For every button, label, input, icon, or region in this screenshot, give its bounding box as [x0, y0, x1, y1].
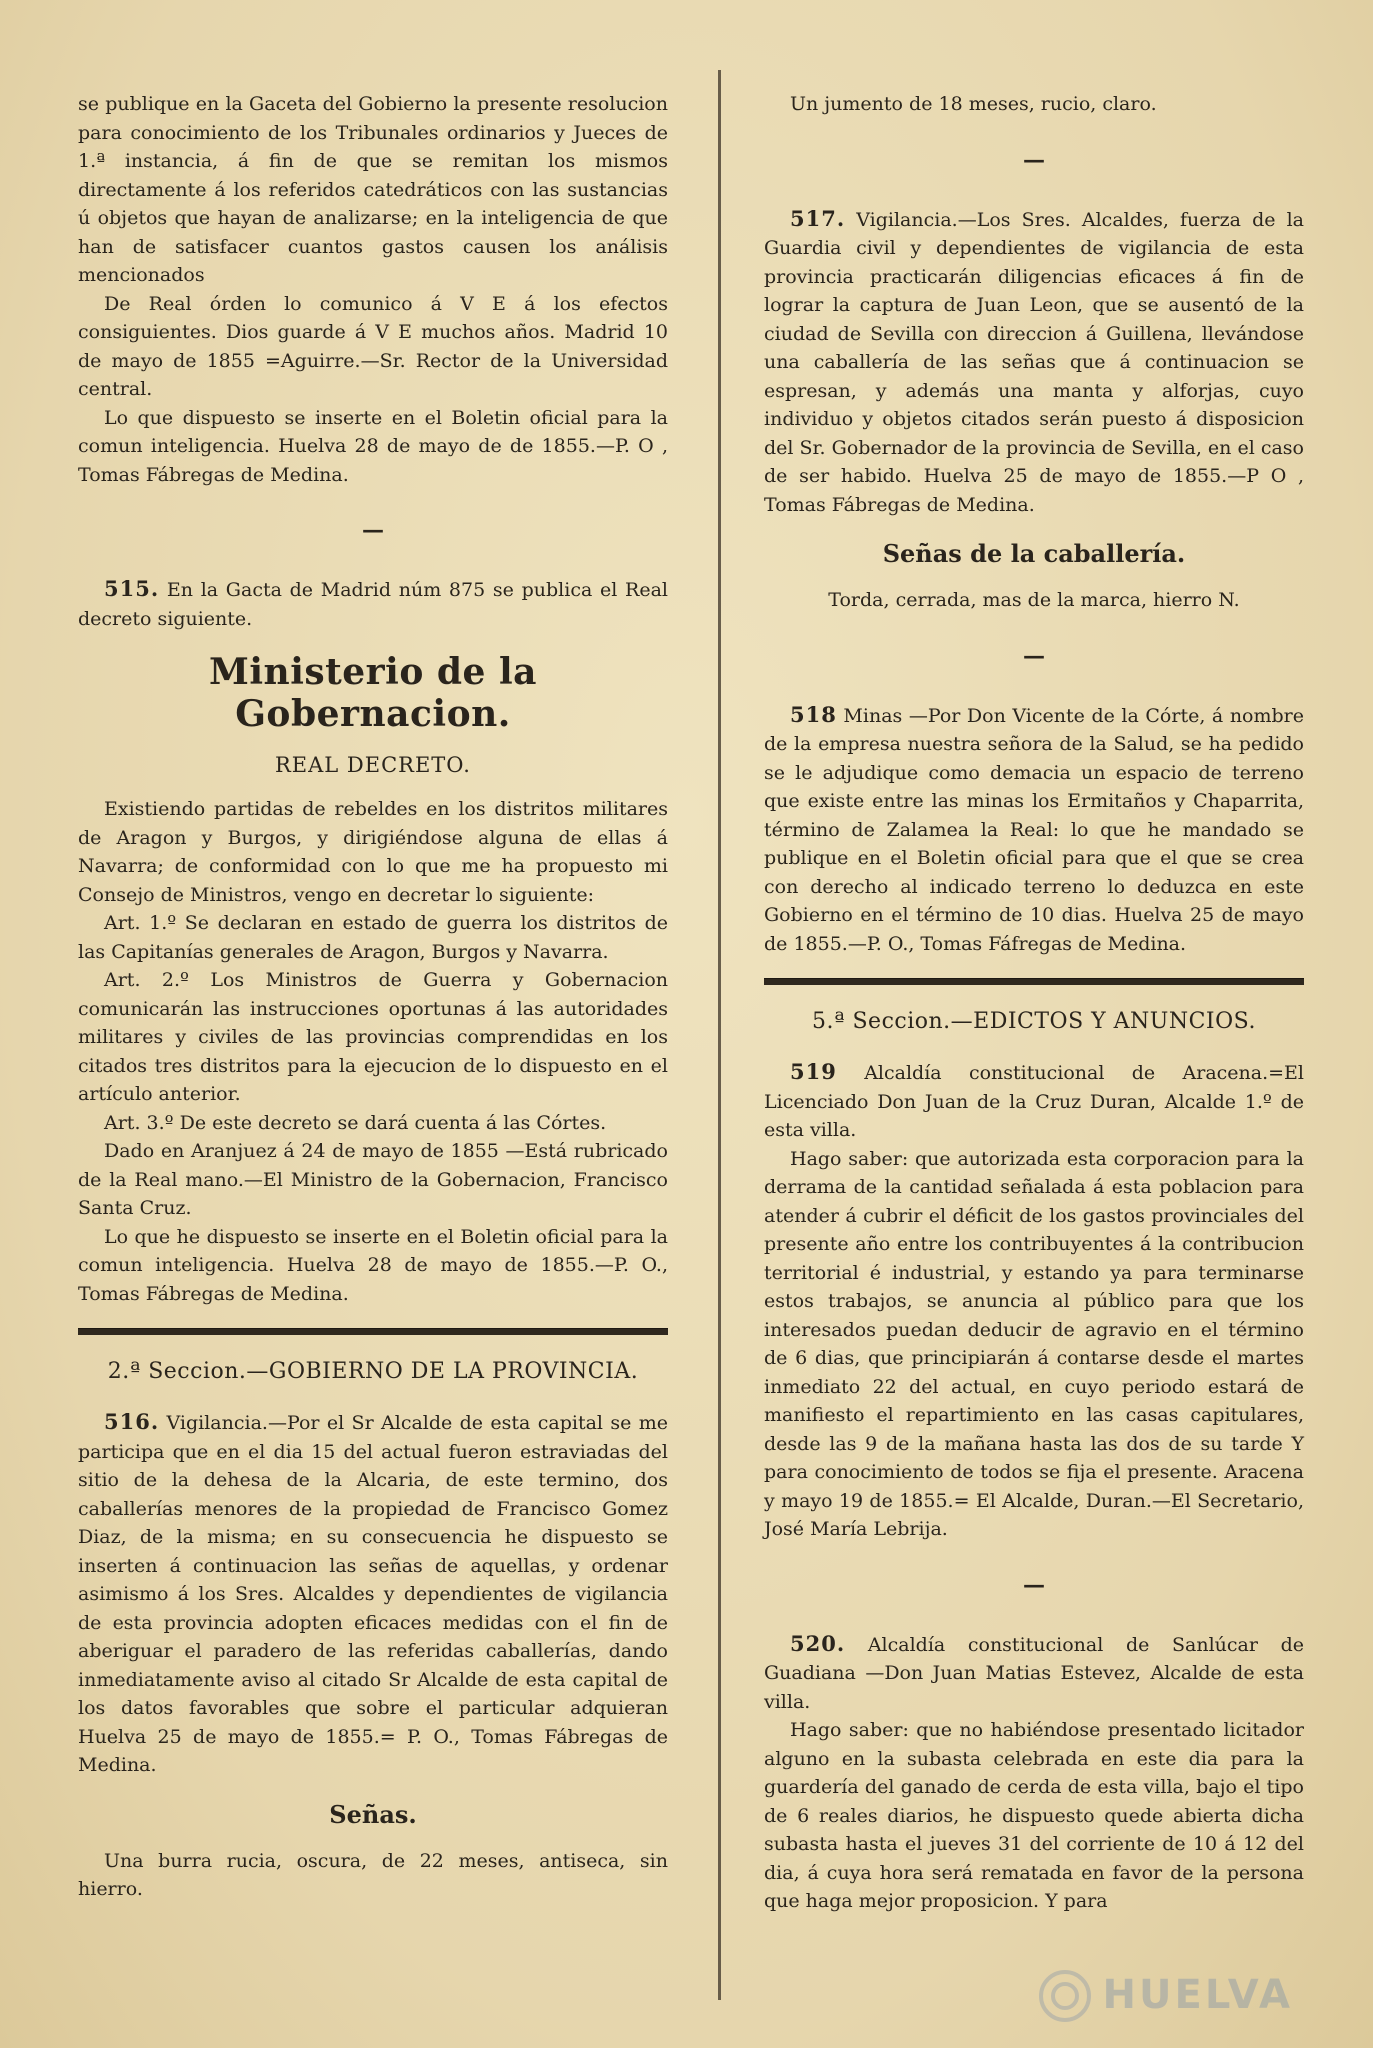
notice-519-body: Hago saber: que autorizada esta corporacion para la derrama de la cantidad señalada á esta poblacion para atender á cubrir el déficit de los gastos provinciales del presente año entre los contribuyentes á la contribucion territorial é industrial, y estando ya para terminarse estos trabajos, se anuncia al público para que los interesados puedan deducir de agravio en el término de 6 dias, que principiarán á contarse desde el martes inmediato 22 del actual, en cuyo periodo estará de manifiesto el repartimiento en las casas capitulares, desde las 9 de la mañana hasta las dos de su tarde Y para conocimiento de todos se fija el presente. Aracena y mayo 19 de 1855.= El Alcalde, Duran.—El Secretario, José María Lebrija. [764, 1147, 1304, 1540]
decree-article-1: Art. 1.º Se declaran en estado de guerra los distritos de las Capitanías generales de Aragon, Burgos y Navarra. [78, 912, 668, 963]
section-2-heading: 2.ª Seccion.—GOBIERNO DE LA PROVINCIA. [107, 1359, 639, 1384]
notice-text: Vigilancia.—Por el Sr Alcalde de esta capital se me participa que en el dia 15 del actual fueron estraviadas del sitio de la dehesa de la Alcaria, de este termino, dos caballerías menores de la propiedad de Francisco Gomez Diaz, de la misma; en su consecuencia he dispuesto se inserten á continuacion las señas de aquellas, y ordenar asimismo á los Sres. Alcaldes y dependientes de vigilancia de esta provincia adopten eficaces medidas con el fin de aberiguar el paradero de las referidas caballerías, dando inmediatamente aviso al citado Sr Alcalde de esta capital de los datos favorables que sobre el particular adquieran Huelva 25 de mayo de 1855.= P. O., Tomas Fábregas de Medina. [78, 1412, 668, 1776]
features-heading: Señas. [329, 1799, 417, 1829]
separator-dash: — [362, 517, 384, 543]
decree-closing: Lo que he dispuesto se inserte en el Boletin oficial para la comun inteligencia. Huelva 28 de mayo de 1855.—P. O., Tomas Fábregas de Medina. [78, 1225, 668, 1305]
intro-paragraph-2: De Real órden lo comunico á V E á los efectos consiguientes. Dios guarde á V E muchos años. Madrid 10 de mayo de 1855 =Aguirre.—Sr. Rector de la Universidad central. [78, 292, 668, 400]
notice-number: 517. [790, 205, 846, 231]
decree-paragraph: Existiendo partidas de rebeldes en los distritos militares de Aragon y Burgos, y dirigiéndose alguna de ellas á Navarra; de conformidad con lo que me ha propuesto mi Consejo de Ministros, vengo en decretar lo siguiente: [78, 798, 668, 906]
notice-number: 519 [790, 1059, 837, 1084]
notice-text: En la Gacta de Madrid núm 875 se publica el Real decreto siguiente. [78, 579, 668, 630]
decree-signature: Dado en Aranjuez á 24 de mayo de 1855 —Está rubricado de la Real mano.—El Ministro de la Gobernacion, Francisco Santa Cruz. [78, 1140, 668, 1219]
notice-number: 516. [104, 1409, 160, 1434]
donkey-description: Una burra rucia, oscura, de 22 meses, antiseca, sin hierro. [78, 1849, 668, 1900]
notice-518 [764, 701, 1304, 959]
section-rule [764, 978, 1304, 985]
intro-paragraph-3: Lo que dispuesto se inserte en el Boletin oficial para la comun inteligencia. Huelva 28 de mayo de de 1855.—P. O , Tomas Fábregas de Medina. [78, 406, 668, 486]
notice-520-body: Hago saber: que no habiéndose presentado licitador alguno en la subasta celebrada en este dia para la guardería del ganado de cerda de esta villa, bajo el tipo de 6 reales diarios, he dispuesto quede abierta dicha subasta hasta el jueves 31 del corriente de 10 á 12 del dia, á cuya hora será rematada en favor de la persona que haga mejor proposicion. Y para [764, 1719, 1304, 1912]
left-column [78, 90, 668, 1904]
right-column [764, 90, 1304, 1916]
horse-description: Torda, cerrada, mas de la marca, hierro N. [828, 589, 1240, 611]
section-5-heading: 5.ª Seccion.—EDICTOS Y ANUNCIOS. [812, 1009, 1256, 1034]
separator-dash: — [1023, 1571, 1045, 1598]
notice-number: 518 [790, 701, 837, 727]
separator-dash: — [1023, 146, 1045, 173]
notice-number: 520. [790, 1630, 846, 1656]
horse-features-heading: Señas de la caballería. [882, 539, 1186, 568]
notice-text: Minas —Por Don Vicente de la Córte, á nombre de la empresa nuestra señora de la Salud, se ha pedido se le adjudique como demacia un espacio de terreno que existe entre las minas los Ermitaños y Chaparrita, término de Zalamea la Real: lo que he mandado se publique en el Boletin oficial para que el que se crea con derecho al indicado terreno lo deduzca en este Gobierno en el término de 10 dias. Huelva 25 de mayo de 1855.—P. O., Tomas Fáfregas de Medina. [764, 704, 1305, 955]
separator-dash: — [1023, 642, 1045, 669]
notice-517 [764, 205, 1304, 520]
jumento-description: Un jumento de 18 meses, rucio, claro. [790, 93, 1157, 115]
notice-number: 515. [104, 576, 160, 601]
archive-logo-icon [1037, 1968, 1093, 2024]
notice-text: Alcaldía constitucional de Aracena.=El Licenciado Don Juan de la Cruz Duran, Alcalde 1.º de esta villa. [764, 1062, 1305, 1141]
archive-watermark: HUELVA [1102, 1972, 1293, 2018]
notice-text: Alcaldía constitucional de Sanlúcar de Guadiana —Don Juan Matias Estevez, Alcalde de esta villa. [764, 1633, 1305, 1713]
decree-article-2: Art. 2.º Los Ministros de Guerra y Gobernacion comunicarán las instrucciones oportunas á las autoridades militares y civiles de las provincias comprendidas en los citados tres distritos para la ejecucion de lo dispuesto en el artículo anterior. [78, 969, 668, 1105]
intro-paragraph-1: se publique en la Gaceta del Gobierno la presente resolucion para conocimiento de los Tribunales ordinarios y Jueces de 1.ª instancia, á fin de que se remitan los mismos directamente á los referidos catedráticos con las sustancias ú objetos que hayan de analizarse; en la inteligencia de que han de satisfacer cuantos gastos causen los análisis mencionados [78, 93, 668, 286]
section-rule [78, 1328, 668, 1335]
notice-520-heading [764, 1630, 1304, 1717]
notice-519-heading [764, 1058, 1304, 1145]
notice-text: Vigilancia.—Los Sres. Alcaldes, fuerza de la Guardia civil y dependientes de vigilancia de esta provincia practicarán diligencias eficaces á fin de lograr la captura de Juan Leon, que se ausentó de la ciudad de Sevilla con direccion á Guillena, llevándose una caballería de las señas que á continuacion se espresan, y además una manta y alforjas, cuyo individuo y objetos citados serán puesto á disposicion del Sr. Gobernador de la provincia de Sevilla, en el caso de ser habido. Huelva 25 de mayo de 1855.—P O , Tomas Fábregas de Medina. [764, 208, 1304, 516]
ministry-heading: Ministerio de la Gobernacion. [209, 651, 537, 735]
decree-heading: REAL DECRETO. [275, 753, 471, 777]
column-divider [718, 70, 721, 2000]
notice-515 [78, 575, 668, 633]
decree-article-3: Art. 3.º De este decreto se dará cuenta á las Córtes. [104, 1111, 607, 1134]
notice-516 [78, 1408, 668, 1780]
